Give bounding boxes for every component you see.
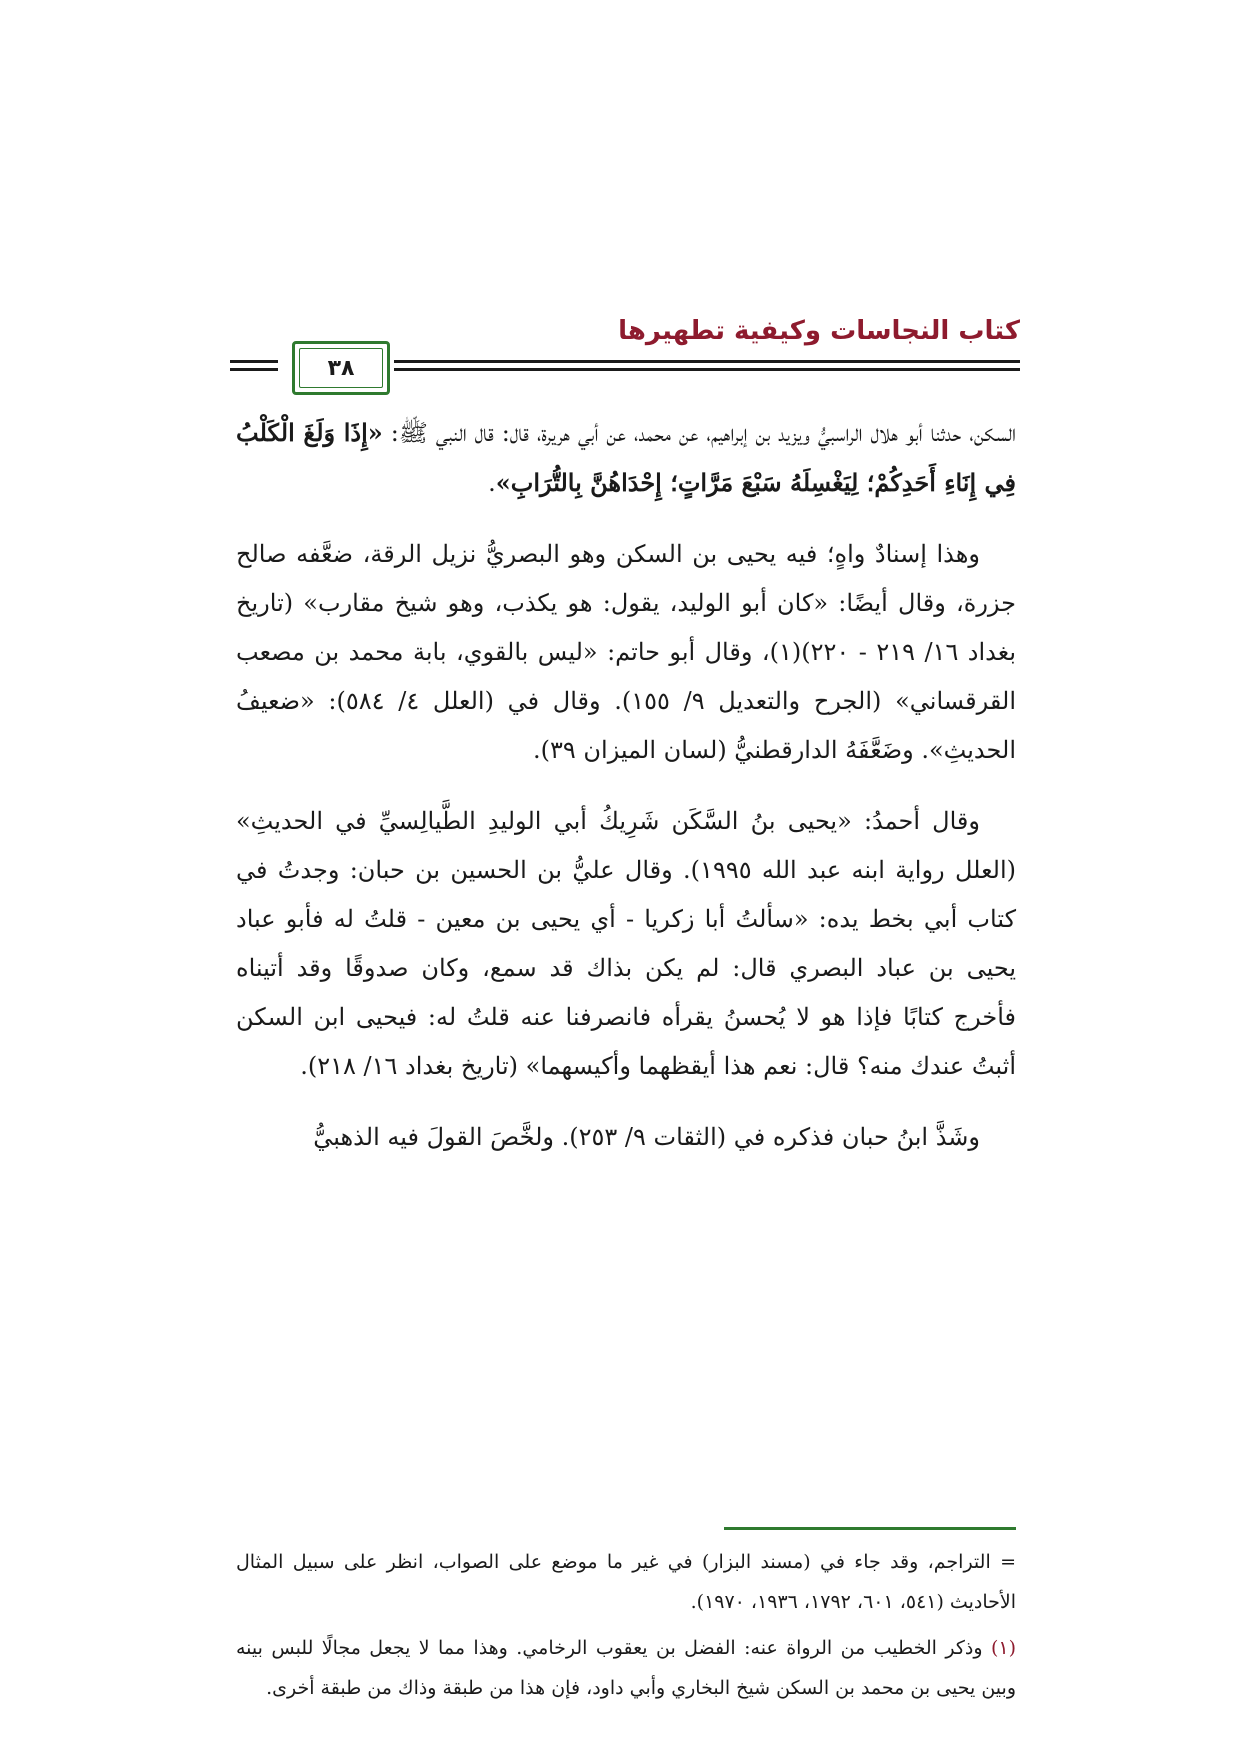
header-rule-left-top xyxy=(230,360,278,363)
header-rule-left-bottom xyxy=(230,368,278,371)
footnote-continuation-marker: = xyxy=(1000,1551,1016,1573)
footnote-separator xyxy=(724,1527,1016,1530)
page-header xyxy=(230,316,1020,396)
footnote-1-marker: (١) xyxy=(990,1637,1016,1659)
paragraph-4: وشَذَّ ابنُ حبان فذكره في (الثقات ٩/ ٢٥٣). ولخَّصَ القولَ فيه الذهبيُّ xyxy=(313,1123,980,1151)
hadith-quote: «إِذَا وَلَغَ الْكَلْبُ فِي إِنَاءِ أَحَدِكُمْ؛ لِيَغْسِلَهُ سَبْعَ مَرَّاتٍ؛ إِحْدَاهُنَّ بِالتُّرَابِ» xyxy=(236,418,1016,497)
footnote-continuation-text: التراجم، وقد جاء في (مسند البزار) في غير ما موضع على الصواب، انظر على سبيل المثال الأحاديث (٥٤١، ٦٠١، ١٧٩٢، ١٩٣٦، ١٩٧٠). xyxy=(236,1551,1016,1613)
paragraph-3: وقال أحمدُ: «يحيى بنُ السَّكَن شَرِيكُ أبي الوليدِ الطَّيالِسيِّ في الحديثِ» (العلل رواية ابنه عبد الله ١٩٩٥). وقال عليُّ بن الحسين بن حبان: وجدتُ في كتاب أبي بخط يده: «سألتُ أبا زكريا - أي يحيى بن معين - قلتُ له فأبو عباد يحيى بن عباد البصري قال: لم يكن بذاك قد سمع، وكان صدوقًا وقد أتيناه فأخرج كتابًا فإذا هو لا يُحسنُ يقرأه فانصرفنا عنه قلتُ له: فيحيى ابن السكن أثبتُ عندك منه؟ قال: نعم هذا أيقظهما وأكيسهما» (تاريخ بغداد ١٦/ ٢١٨). xyxy=(236,807,1017,1080)
paragraph-1-end: . xyxy=(488,469,496,497)
page-number: ٣٨ xyxy=(327,355,355,381)
paragraph-1-text: السكن، حدثنا أبو هلال الراسبيُّ ويزيد بن إبراهيم، عن محمد، عن أبي هريرة، قال: قال النبي ﷺ: xyxy=(382,419,1016,447)
main-text xyxy=(236,408,1016,1184)
footnotes xyxy=(236,1542,1016,1714)
header-rule-top xyxy=(394,360,1020,363)
footnote-continuation xyxy=(236,1542,1016,1622)
book-title: كتاب النجاسات وكيفية تطهيرها xyxy=(618,316,1020,346)
page-number-badge xyxy=(292,341,390,395)
paragraph-1 xyxy=(236,408,1016,508)
paragraph-2: وهذا إسنادٌ واهٍ؛ فيه يحيى بن السكن وهو البصريُّ نزيل الرقة، ضعَّفه صالح جزرة، وقال أيضًا: «كان أبو الوليد، يقول: هو يكذب، وهو شيخ مقارب» (تاريخ بغداد ١٦/ ٢١٩ - ٢٢٠)(١)، وقال أبو حاتم: «ليس بالقوي، بابة محمد بن مصعب القرقساني» (الجرح والتعديل ٩/ ١٥٥). وقال في (العلل ٤/ ٥٨٤): «ضعيفُ الحديثِ». وضَعَّفَهُ الدارقطنيُّ (لسان الميزان ٣٩). xyxy=(236,540,1016,764)
header-rule-bottom xyxy=(394,368,1020,371)
footnote-1 xyxy=(236,1628,1016,1708)
footnote-1-text: وذكر الخطيب من الرواة عنه: الفضل بن يعقوب الرخامي. وهذا مما لا يجعل مجالًا للبس بينه وبين يحيى بن محمد بن السكن شيخ البخاري وأبي داود، فإن هذا من طبقة وذاك من طبقة أخرى. xyxy=(236,1637,1016,1699)
